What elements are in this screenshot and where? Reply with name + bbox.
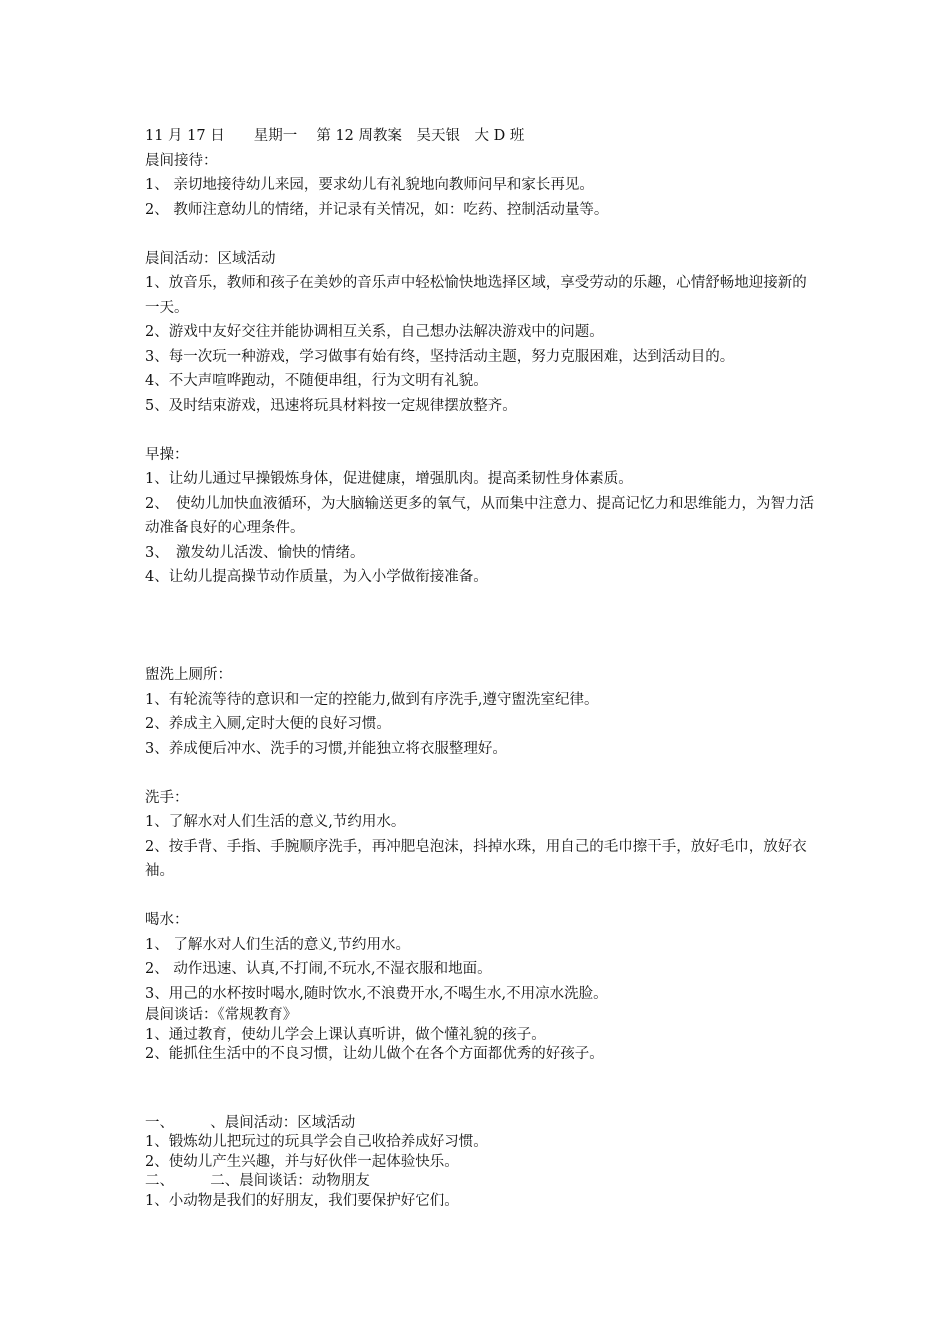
list-item: 1、 了解水对人们生活的意义,节约用水。 [145,936,410,953]
list-item: 1、让幼儿通过早操锻炼身体，促进健康，增强肌肉。提高柔韧性身体素质。 [145,471,633,487]
section-title-handwashing: 洗手： [145,789,189,806]
section-title-morning-talk: 晨间谈话：《常规教育》 [145,1007,298,1023]
list-item: 3、用己的水杯按时喝水,随时饮水,不浪费开水,不喝生水,不用凉水洗脸。 [145,985,608,1002]
list-item: 1、通过教育，使幼儿学会上课认真听讲，做个懂礼貌的孩子。 [145,1026,546,1043]
list-item: 3、每一次玩一种游戏，学习做事有始有终，坚持活动主题，努力克服困难，达到活动目的。 [145,348,735,365]
list-item: 2、按手背、手指、手腕顺序洗手，再冲肥皂泡沫，抖掉水珠，用自己的毛巾擦干手，放好毛巾，放好衣袖。 [145,838,807,879]
list-item: 2、能抓住生活中的不良习惯，让幼儿做个在各个方面都优秀的好孩子。 [145,1046,604,1062]
list-item: 3、 激发幼儿活泼、愉快的情绪。 [145,544,365,561]
list-item: 2、 使幼儿加快血液循环，为大脑输送更多的氧气，从而集中注意力、提高记忆力和思维能力，为智力活动准备良好的心理条件。 [145,495,814,536]
document-header: 11 月 17 日 星期一 第 12 周教案 吴天银 大 D 班 [145,128,525,144]
section-title-drinking-water: 喝水： [145,912,189,928]
list-item: 3、养成便后冲水、洗手的习惯,并能独立将衣服整理好。 [145,740,507,757]
list-item: 2、 动作迅速、认真,不打闹,不玩水,不湿衣服和地面。 [145,961,492,977]
section-title-animal-friends: 二、 二、晨间谈话：动物朋友 [145,1173,370,1189]
list-item: 1、 亲切地接待幼儿来园，要求幼儿有礼貌地向教师问早和家长再见。 [145,177,594,193]
list-item: 2、养成主入厕,定时大便的良好习惯。 [145,716,391,732]
list-item: 1、了解水对人们生活的意义,节约用水。 [145,814,406,830]
list-item: 1、小动物是我们的好朋友，我们要保护好它们。 [145,1192,459,1209]
list-item: 2、 教师注意幼儿的情绪，并记录有关情况，如：吃药、控制活动量等。 [145,201,609,218]
list-item: 1、锻炼幼儿把玩过的玩具学会自己收拾养成好习惯。 [145,1134,488,1150]
section-title-morning-reception: 晨间接待： [145,152,218,169]
section-title-morning-exercise: 早操： [145,446,189,463]
list-item: 5、及时结束游戏，迅速将玩具材料按一定规律摆放整齐。 [145,397,517,414]
list-item: 2、游戏中友好交往并能协调相互关系，自己想办法解决游戏中的问题。 [145,324,604,340]
section-title-area-activity: 一、 、晨间活动：区域活动 [145,1114,356,1131]
list-item: 1、有轮流等待的意识和一定的控能力,做到有序洗手,遵守盥洗室纪律。 [145,691,599,708]
section-title-washroom: 盥洗上厕所： [145,667,232,683]
section-title-morning-activity: 晨间活动：区域活动 [145,250,276,267]
list-item: 1、放音乐，教师和孩子在美妙的音乐声中轻松愉快地选择区域，享受劳动的乐趣，心情舒畅地迎接新的一天。 [145,275,807,316]
list-item: 2、使幼儿产生兴趣，并与好伙伴一起体验快乐。 [145,1153,459,1170]
list-item: 4、不大声喧哗跑动，不随便串组，行为文明有礼貌。 [145,373,488,389]
lesson-plan-document [145,124,815,1211]
list-item: 4、让幼儿提高操节动作质量，为入小学做衔接准备。 [145,569,488,585]
